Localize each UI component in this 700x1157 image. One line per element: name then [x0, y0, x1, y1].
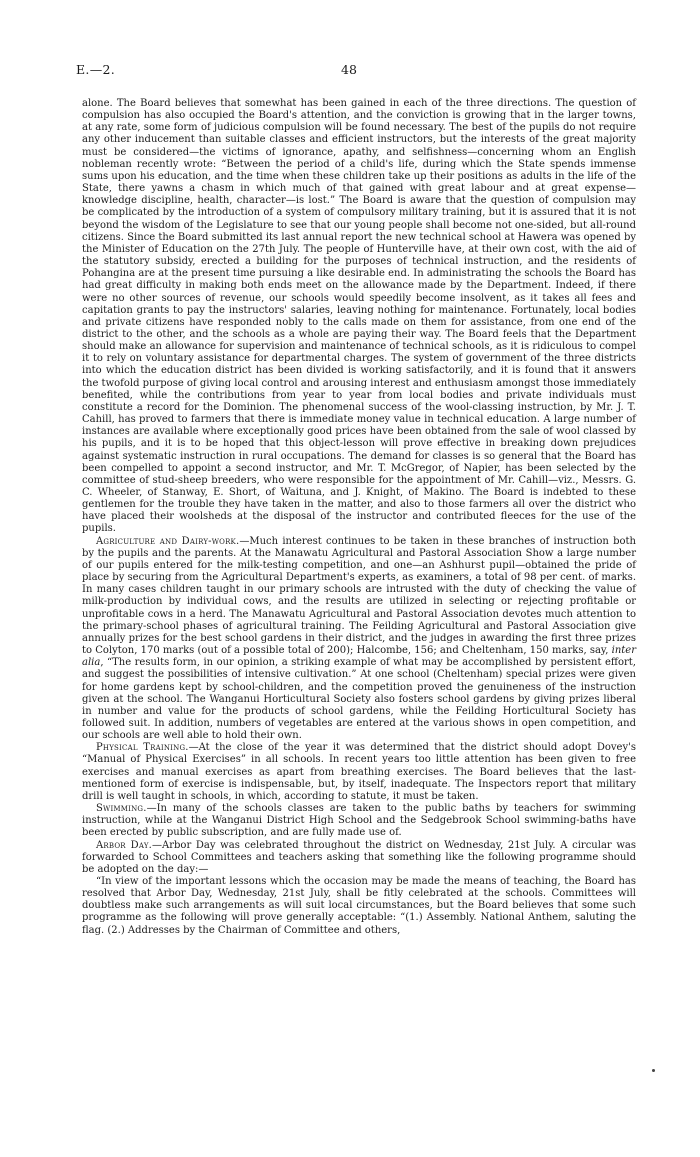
- paragraph-text: —Arbor Day was celebrated throughout the district on Wednesday, 21st July. A circular was forwarded to School Committees and teachers asking that something like the following programme should be adopted on the day:—: [82, 839, 636, 875]
- paragraph-text: —In many of the schools classes are taken to the public baths by teachers for swimming instruction, while at the Wanganui District High School and the Sedgebrook School swimming-baths have been erected by public subscription, and are fully made use of.: [82, 803, 636, 839]
- paragraph-text: alone. The Board believes that somewhat has been gained in each of the three directions. The question of compulsion has also occupied the Board's attention, and the conviction is growing that in the larger towns, at any rate, some form of judicious compulsion will be found necessary. The best of the pupils do not require any other inducement than suitable classes and efficient instructors, but the interests of the great majority must be considered—the victims of ignorance, apathy, and selfishness—concerning whom an English nobleman recently wrote: “Between the period of a child's life, during which the State spends immense sums upon his education, and the time when these children take up their positions as adults in the life of the State, there yawns a chasm in which much of that gained with great labour and at great expense—knowledge discipline, health, character—is lost.” The Board is aware that the question of compulsion may be complicated by the introduction of a system of compulsory military training, but it is assured that it is not beyond the wisdom of the Legislature to see that our young people shall become not one-sided, but all-round citizens. Since the Board submitted its last annual report the new technical school at Hawera was opened by the Minister of Education on the 27th July. The people of Hunterville have, at their own cost, with the aid of the statutory subsidy, erected a building for the purposes of technical instruction, and the residents of Pohangina are at the present time pursuing a like desirable end. In administrating the schools the Board has had great difficulty in making both ends meet on the allowance made by the Department. Indeed, if there were no other sources of revenue, our schools would speedily become insolvent, as it takes all fees and capitation grants to pay the instructors' salaries, leaving nothing for maintenance. Fortunately, local bodies and private citizens have responded nobly to the calls made on them for assistance, from one end of the district to the other, and the schools as a whole are paying their way. The Board feels that the Department should make an allowance for supervision and maintenance of technical schools, as it is ridiculous to compel it to rely on voluntary assistance for departmental charges. The system of government of the three districts into which the education district has been divided is working satisfactorily, and it is found that it answers the twofold purpose of giving local control and arousing interest and enthusiasm amongst those immediately benefited, while the contributions from year to year from local bodies and private individuals must constitute a record for the Dominion. The phenomenal success of the wool-classing instruction, by Mr. J. T. Cahill, has proved to farmers that there is immediate money value in technical education. A large number of instances are available where exceptionally good prices have been obtained from the sale of wool classed by his pupils, and it is to be hoped that this object-lesson will prove effective in breaking down prejudices against systematic instruction in rural occupations. The demand for classes is so general that the Board has been compelled to appoint a second instructor, and Mr. T. McGregor, of Napier, has been selected by the committee of stud-sheep breeders, who were responsible for the appointment of Mr. Cahill—viz., Messrs. G. C. Wheeler, of Stanway, E. Short, of Waituna, and J. Knight, of Makino. The Board is indebted to these gentlemen for the trouble they have taken in the matter, and also to those farmers all over the district who have placed their woolsheds at the disposal of the instructor and contributed fleeces for the use of the pupils.: [82, 98, 636, 535]
- section-heading: Swimming.: [96, 803, 147, 815]
- report-body: [82, 98, 636, 937]
- paragraph-text: “In view of the important lessons which the occasion may be made the means of teaching, the Board has resolved that Arbor Day, Wednesday, 21st July, shall be fitly celebrated at the schools. Committees will doubtless make such arrangements as will suit local circumstances, but the Board believes that some such programme as the following will prove generally acceptable: “(1.) Assembly. National Anthem, saluting the flag. (2.) Addresses by the Chairman of Committee and others,: [82, 876, 636, 936]
- paragraph-swimming: [82, 803, 636, 839]
- paragraph-physical-training: [82, 742, 636, 803]
- section-heading: Physical Training.: [96, 742, 189, 754]
- paragraph-text: —Much interest continues to be taken in these branches of instruction both by the pupils and the parents. At the Manawatu Agricultural and Pastoral Association Show a large number of our pupils entered for the milk-testing competition, and one—an Ashhurst pupil—obtained the pride of place by securing from the Agricultural Department's experts, as examiners, a total of 98 per cent. of marks. In many cases children taught in our primary schools are intrusted with the duty of checking the value of milk-production by individual cows, and the results are utilized in selecting or rejecting profitable or unprofitable cows in a herd. The Manawatu Agricultural and Pastoral Association devotes much attention to the primary-school phases of agricultural training. The Feilding Agricultural and Pastoral Association give annually prizes for the best school gardens in their district, and the judges in awarding the first three prizes to Colyton, 170 marks (out of a possible total of 200); Halcombe, 156; and Cheltenham, 150 marks, say,: [82, 535, 636, 657]
- section-heading: Agriculture and Dairy-work.: [96, 535, 240, 547]
- report-code: E.—2.: [76, 62, 116, 77]
- paragraph-arbor-day-circular: [82, 876, 636, 937]
- paragraph-text: —At the close of the year it was determined that the district should adopt Dovey's “Manual of Physical Exercises” in all schools. In recent years too little attention has been given to free exercises and manual exercises as apart from breathing exercises. The Board believes that the last-mentioned form of exercise is indispensable, but, by itself, inadequate. The Inspectors report that military drill is well taught in schools, in which, according to statute, it must be taken.: [82, 742, 636, 802]
- section-heading: Arbor Day.: [96, 839, 153, 851]
- paragraph-text-continued: , “The results form, in our opinion, a striking example of what may be accomplished by persistent effort, and suggest the possibilities of intensive cultivation.” At one school (Cheltenham) special prizes were given for home gardens kept by school-children, and the competition proved the genuineness of the instruction given at the school. The Wanganui Horticultural Society also fosters school gardens by giving prizes liberal in number and value for the products of school gardens, while the Feilding Horticultural Society has followed suit. In addition, numbers of vegetables are entered at the various shows in open competition, and our schools are well able to hold their own.: [82, 657, 636, 742]
- italic-phrase: inter alia: [82, 645, 636, 669]
- margin-speck: [652, 1069, 655, 1072]
- paragraph-agriculture: [82, 536, 636, 743]
- paragraph-intro: [82, 98, 636, 536]
- paragraph-arbor-day: [82, 840, 636, 876]
- page-number: 48: [341, 62, 357, 77]
